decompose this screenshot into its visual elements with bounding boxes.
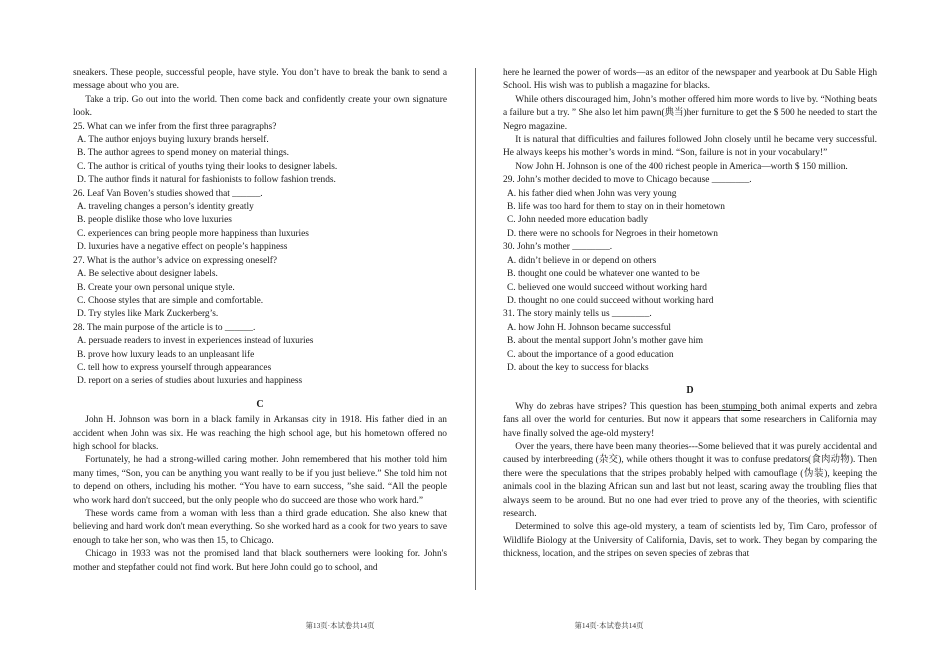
question-stem: 30. John’s mother ________. [503, 242, 613, 253]
answer-option: C. Choose styles that are simple and comfortable. [77, 295, 264, 306]
question-stem: 29. John’s mother decided to move to Chicago because ________. [503, 175, 752, 186]
paragraph: Now John H. Johnson is one of the 400 richest people in America—worth $ 150 million. [515, 161, 848, 172]
answer-option: C. John needed more education badly [507, 215, 649, 226]
question-stem: 26. Leaf Van Boven’s studies showed that ______. [73, 188, 263, 199]
paragraph: It is natural that difficulties and failures followed John closely until he became very successful. He always keeps his mother’s words in mind. “Son, failure is not in your vocabulary!” [503, 135, 877, 159]
answer-option: D. there were no schools for Negroes in their hometown [507, 228, 718, 239]
answer-option: B. about the mental support John’s mother gave him [507, 336, 704, 347]
answer-option: B. prove how luxury leads to an unpleasant life [77, 349, 255, 360]
answer-option: A. persuade readers to invest in experiences instead of luxuries [77, 336, 314, 347]
paragraph: These words came from a woman with less than a third grade education. She also knew that believing and hard work don't mean everything. So she worked hard as a cook for two years to save enough to take her son, who was then 15, to Chicago. [73, 509, 447, 546]
page-footer-left: 第13页·本试卷共14页 [305, 621, 375, 630]
answer-option: B. people dislike those who love luxuries [77, 215, 232, 226]
answer-option: C. tell how to express yourself through appearances [77, 362, 272, 373]
section-heading: D [686, 385, 694, 397]
answer-option: A. how John H. Johnson became successful [507, 322, 672, 333]
question-stem: 28. The main purpose of the article is to ______. [73, 322, 256, 333]
paragraph: Take a trip. Go out into the world. Then come back and confidently create your own signature look. [73, 94, 447, 119]
answer-option: D. Try styles like Mark Zuckerberg’s. [77, 309, 219, 320]
paragraph: sneakers. These people, successful people, have style. You don’t have to break the bank to send a message about who you are. [73, 68, 447, 92]
answer-option: B. Create your own personal unique style. [77, 282, 235, 293]
answer-option: C. experiences can bring people more happiness than luxuries [77, 228, 309, 239]
answer-option: D. luxuries have a negative effect on people’s happiness [77, 242, 288, 253]
answer-option: D. The author finds it natural for fashionists to follow fashion trends. [77, 175, 336, 186]
paragraph: Fortunately, he had a strong-willed caring mother. John remembered that his mother told him many times, “Son, you can be anything you want really to be if you just believe.” She told him not to depend on others, including his mother. “You have to earn success, ”she said. “All the people who work hard don't succeed, but the only people who do succeed are those who work hard.” [73, 455, 447, 506]
answer-option: D. about the key to success for blacks [507, 362, 649, 373]
paragraph: Over the years, there have been many theories---Some believed that it was purely accidental and caused by interbreeding (杂交), while others thought it was to confuse predators(食肉动物). Then there were the speculations that the stripes probably helped with camouflage (伪装), keeping the animals cool in the blazing African sun and last but not least, scaring away the troubling flies that always seem to be around. But no one had ever tried to prove any of the theories, with scientific research. [503, 441, 877, 519]
paragraph: Determined to solve this age-old mystery, a team of scientists led by, Tim Caro, professor of Wildlife Biology at the University of California, Davis, set to work. They began by comparing the thickness, location, and the stripes on seven species of zebras that [503, 522, 877, 560]
paragraph [503, 401, 877, 441]
right-column [503, 67, 877, 562]
answer-option: B. life was too hard for them to stay on in their hometown [507, 202, 725, 213]
paragraph: John H. Johnson was born in a black family in Arkansas city in 1918. His father died in an accident when John was six. He was reaching the high school age, but his hometown offered no high school for blacks. [73, 415, 447, 452]
answer-option: B. thought one could be whatever one wanted to be [507, 269, 700, 280]
paragraph-text: Why do zebras have stripes? This question has been [515, 401, 719, 412]
answer-option: C. The author is critical of youths tying their looks to designer labels. [77, 161, 338, 172]
page-footer-right: 第14页·本试卷共14页 [574, 621, 644, 630]
paragraph: While others discouraged him, John’s mother offered him more words to live by. “Nothing beats a failure but a try. ” She also let him pawn(典当)her furniture to get the $ 500 he needed to start the Negro magazine. [503, 94, 877, 132]
answer-option: A. his father died when John was very young [507, 188, 677, 199]
answer-option: A. traveling changes a person’s identity greatly [77, 202, 254, 213]
question-stem: 25. What can we infer from the first three paragraphs? [73, 121, 277, 132]
answer-option: A. The author enjoys buying luxury brands herself. [77, 135, 269, 146]
left-column [73, 67, 447, 575]
answer-option: C. about the importance of a good education [507, 349, 674, 360]
paragraph: here he learned the power of words—as an editor of the newspaper and yearbook at Du Sable High School. His wish was to publish a magazine for blacks. [503, 68, 877, 92]
answer-option: B. The author agrees to spend money on material things. [77, 148, 290, 159]
answer-option: A. didn’t believe in or depend on others [507, 255, 657, 266]
underlined-word: stumping [718, 401, 761, 412]
paragraph: Chicago in 1933 was not the promised land that black southerners were looking for. John's mother and stepfather could not find work. But here John could go to school, and [73, 549, 447, 573]
paragraph-text: both animal experts and zebra fans all over the world for centuries. But now it appears that some researchers in California may have finally solved the age-old mystery! [503, 401, 877, 439]
column-divider [475, 68, 476, 590]
question-stem: 27. What is the author’s advice on expressing oneself? [73, 255, 278, 266]
answer-option: D. thought no one could succeed without working hard [507, 295, 714, 306]
section-heading: C [256, 398, 264, 410]
answer-option: C. believed one would succeed without working hard [507, 282, 707, 293]
question-stem: 31. The story mainly tells us ________. [503, 309, 652, 320]
answer-option: D. report on a series of studies about luxuries and happiness [77, 376, 303, 387]
answer-option: A. Be selective about designer labels. [77, 269, 218, 280]
